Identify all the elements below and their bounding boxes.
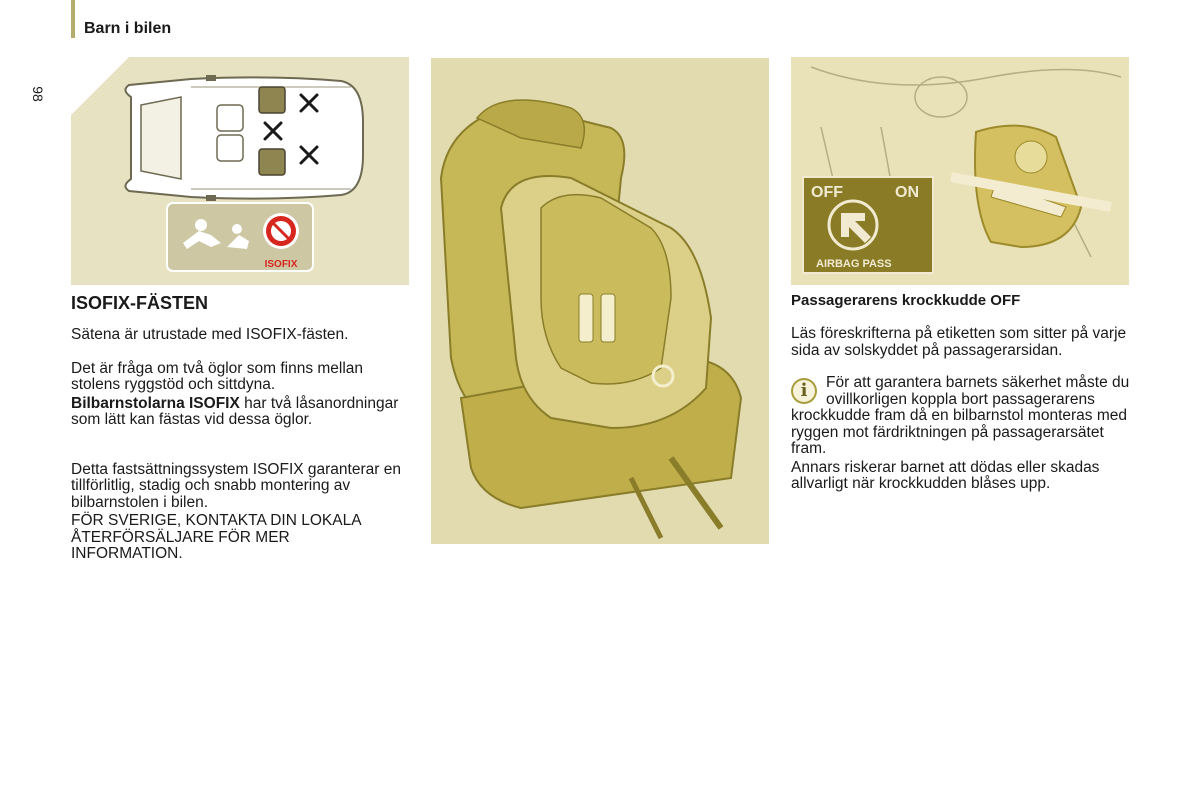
airbag-on-label: ON: [895, 184, 919, 201]
isofix-paragraph-4: Detta fastsättningssystem ISOFIX garanterar en tillförlitlig, stadig och snabb montering av bilbarnstolen i bilen.: [71, 460, 401, 511]
section-title: Barn i bilen: [84, 20, 172, 37]
isofix-seat-right: [259, 149, 285, 175]
isofix-paragraph-3-rest: har två låsanordningar som lätt kan fästas vid dessa öglor.: [71, 394, 399, 428]
airbag-switch-illustration: [791, 57, 1129, 285]
airbag-heading: Passagerarens krockkudde OFF: [791, 292, 1021, 309]
car-top-view-illustration: [71, 57, 409, 285]
airbag-off-label: OFF: [811, 184, 843, 201]
isofix-paragraph-3: [71, 396, 401, 429]
isofix-paragraph-2: Det är fråga om två öglor som finns mellan stolens ryggstöd och sittdyna.: [71, 359, 364, 393]
airbag-paragraph-1: Läs föreskrifterna på etiketten som sitter på varje sida av solskyddet på passagerarsidan.: [791, 325, 1127, 359]
isofix-text-column: [71, 292, 401, 563]
isofix-car-diagram: [71, 57, 409, 285]
airbag-paragraph-3: Annars riskerar barnet att dödas eller skadas allvarligt när krockkudden blåses upp.: [791, 458, 1100, 492]
child-seat-illustration: [431, 58, 769, 544]
isofix-label-text: ISOFIX: [264, 259, 298, 270]
info-icon: i: [791, 378, 817, 404]
isofix-paragraph-5: FÖR SVERIGE, KONTAKTA DIN LOKALA ÅTERFÖRSÄLJARE FÖR MER INFORMATION.: [71, 512, 361, 562]
child-seat-drawing: [431, 58, 769, 544]
isofix-bold-term: Bilbarnstolarna ISOFIX: [71, 394, 240, 412]
airbag-info-note: [791, 375, 1131, 458]
airbag-info-text: För att garantera barnets säkerhet måste du ovillkorligen koppla bort passagerarens krockkudde fram då en bilbarnstol monteras med ryggen mot färdriktningen på passagerarsätet fram.: [791, 374, 1130, 457]
isofix-seat-left: [259, 87, 285, 113]
isofix-heading: ISOFIX-FÄSTEN: [71, 293, 209, 313]
airbag-drawing: [791, 57, 1129, 285]
page-number: 98: [29, 86, 46, 102]
isofix-paragraph-1: Sätena är utrustade med ISOFIX-fästen.: [71, 326, 349, 343]
header-accent-bar: [71, 0, 75, 38]
airbag-text-column: [791, 292, 1131, 493]
airbag-pass-label: AIRBAG PASS: [816, 258, 892, 270]
